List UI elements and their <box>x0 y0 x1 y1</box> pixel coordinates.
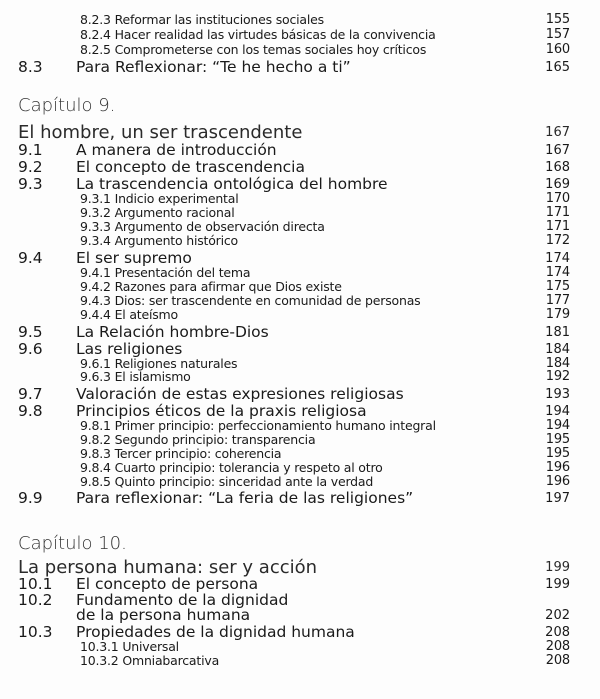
page-number: 193 <box>545 386 570 402</box>
entry-title: 9.3.4 Argumento histórico <box>80 233 239 248</box>
page-number: 184 <box>545 341 570 357</box>
entry-title: 10.3.2 Omniabarcativa <box>80 653 220 668</box>
entry-title: La Relación hombre-Dios <box>76 322 269 341</box>
entry-title: Para Reflexionar: “Te he hecho a ti” <box>76 57 351 76</box>
page-number: 195 <box>545 446 570 461</box>
toc-entry <box>0 653 600 669</box>
entry-title: Las religiones <box>76 339 183 358</box>
entry-title: 9.8.4 Cuarto principio: tolerancia y respeto al otro <box>80 460 383 475</box>
entry-title: 9.8.2 Segundo principio: transparencia <box>80 432 316 447</box>
entry-title: 9.3.2 Argumento racional <box>80 205 235 220</box>
entry-number: 9.4 <box>18 248 43 267</box>
page-number: 208 <box>545 653 570 668</box>
toc-entry <box>0 233 600 249</box>
entry-title: 9.3.1 Indicio experimental <box>80 191 239 206</box>
entry-title: Propiedades de la dignidad humana <box>76 622 355 641</box>
entry-title: Fundamento de la dignidad <box>76 590 289 609</box>
entry-title: 8.2.5 Comprometerse con los temas sociales hoy críticos <box>80 42 427 57</box>
page-number: 174 <box>545 250 570 266</box>
page-number: 177 <box>545 293 570 308</box>
entry-title: El hombre, un ser trascendente <box>18 122 303 143</box>
entry-title: 9.6.1 Religiones naturales <box>80 356 238 371</box>
toc-entry <box>0 27 600 43</box>
page-number: 179 <box>545 307 570 322</box>
toc-entry <box>0 369 600 385</box>
page-number: 194 <box>545 418 570 433</box>
page-number: 171 <box>545 219 570 234</box>
page-number: 197 <box>545 490 570 506</box>
entry-title: 9.4.3 Dios: ser trascendente en comunidad de personas <box>80 293 421 308</box>
page-number: 167 <box>545 142 570 158</box>
entry-title: Para reflexionar: “La feria de las religiones” <box>76 488 414 507</box>
entry-title: A manera de introducción <box>76 140 277 159</box>
entry-title: Principios éticos de la praxis religiosa <box>76 401 367 420</box>
page-number: 195 <box>545 432 570 447</box>
page-number: 171 <box>545 205 570 220</box>
page-number: 157 <box>545 27 570 42</box>
page-number: 165 <box>545 59 570 75</box>
entry-number: 9.2 <box>18 157 43 176</box>
entry-number: 8.3 <box>18 57 43 76</box>
entry-title: 9.4.2 Razones para afirmar que Dios existe <box>80 279 342 294</box>
page-number: 167 <box>545 125 570 140</box>
page-number: 208 <box>545 639 570 654</box>
entry-number: 9.3 <box>18 174 43 193</box>
entry-title: 9.8.3 Tercer principio: coherencia <box>80 446 282 461</box>
entry-title: El concepto de trascendencia <box>76 157 305 176</box>
entry-number: 9.7 <box>18 384 43 403</box>
entry-number: 9.9 <box>18 488 43 507</box>
entry-title: de la persona humana <box>76 605 251 624</box>
entry-title: La trascendencia ontológica del hombre <box>76 174 388 193</box>
page-number: 208 <box>545 624 570 640</box>
page-number: 202 <box>545 607 570 623</box>
page-number: 199 <box>545 576 570 592</box>
page-number: 155 <box>545 12 570 27</box>
toc-entry <box>0 58 600 77</box>
entry-number: 9.5 <box>18 322 43 341</box>
page-number: 174 <box>545 265 570 280</box>
entry-title: 9.8.1 Primer principio: perfeccionamiento humano integral <box>80 418 436 433</box>
entry-number: 10.3 <box>18 622 53 641</box>
page-number: 194 <box>545 403 570 419</box>
entry-title: El ser supremo <box>76 248 192 267</box>
entry-number: 9.8 <box>18 401 43 420</box>
chapter-heading <box>0 95 600 117</box>
page-number: 169 <box>545 176 570 192</box>
chapter-heading <box>0 533 600 555</box>
entry-title: La persona humana: ser y acción <box>18 557 318 578</box>
entry-title: 9.3.3 Argumento de observación directa <box>80 219 325 234</box>
page-number: 196 <box>545 460 570 475</box>
toc-entry <box>0 12 600 28</box>
page-number: 199 <box>545 560 570 575</box>
page-number: 168 <box>545 159 570 175</box>
page-number: 160 <box>545 42 570 57</box>
entry-title: 9.4.1 Presentación del tema <box>80 265 251 280</box>
toc-entry <box>0 489 600 508</box>
entry-title: 8.2.3 Reformar las instituciones sociales <box>80 12 324 27</box>
toc-entry <box>0 42 600 58</box>
entry-title: El concepto de persona <box>76 574 259 593</box>
entry-number: 10.2 <box>18 590 53 609</box>
entry-title: 9.6.3 El islamismo <box>80 369 191 384</box>
entry-number: 9.1 <box>18 140 43 159</box>
entry-title: 9.8.5 Quinto principio: sinceridad ante la verdad <box>80 474 374 489</box>
entry-title: Capítulo 9. <box>18 95 116 116</box>
page-number: 175 <box>545 279 570 294</box>
page-number: 184 <box>545 356 570 371</box>
entry-title: 8.2.4 Hacer realidad las virtudes básicas de la convivencia <box>80 27 436 42</box>
entry-number: 10.1 <box>18 574 53 593</box>
entry-title: 9.4.4 El ateísmo <box>80 307 178 322</box>
entry-title: Capítulo 10. <box>18 533 127 554</box>
page-number: 170 <box>545 191 570 206</box>
page-number: 192 <box>545 369 570 384</box>
toc-entry <box>0 307 600 323</box>
page-number: 196 <box>545 474 570 489</box>
entry-number: 9.6 <box>18 339 43 358</box>
page-number: 181 <box>545 324 570 340</box>
page-number: 172 <box>545 233 570 248</box>
entry-title: 10.3.1 Universal <box>80 639 179 654</box>
entry-title: Valoración de estas expresiones religiosas <box>76 384 404 403</box>
